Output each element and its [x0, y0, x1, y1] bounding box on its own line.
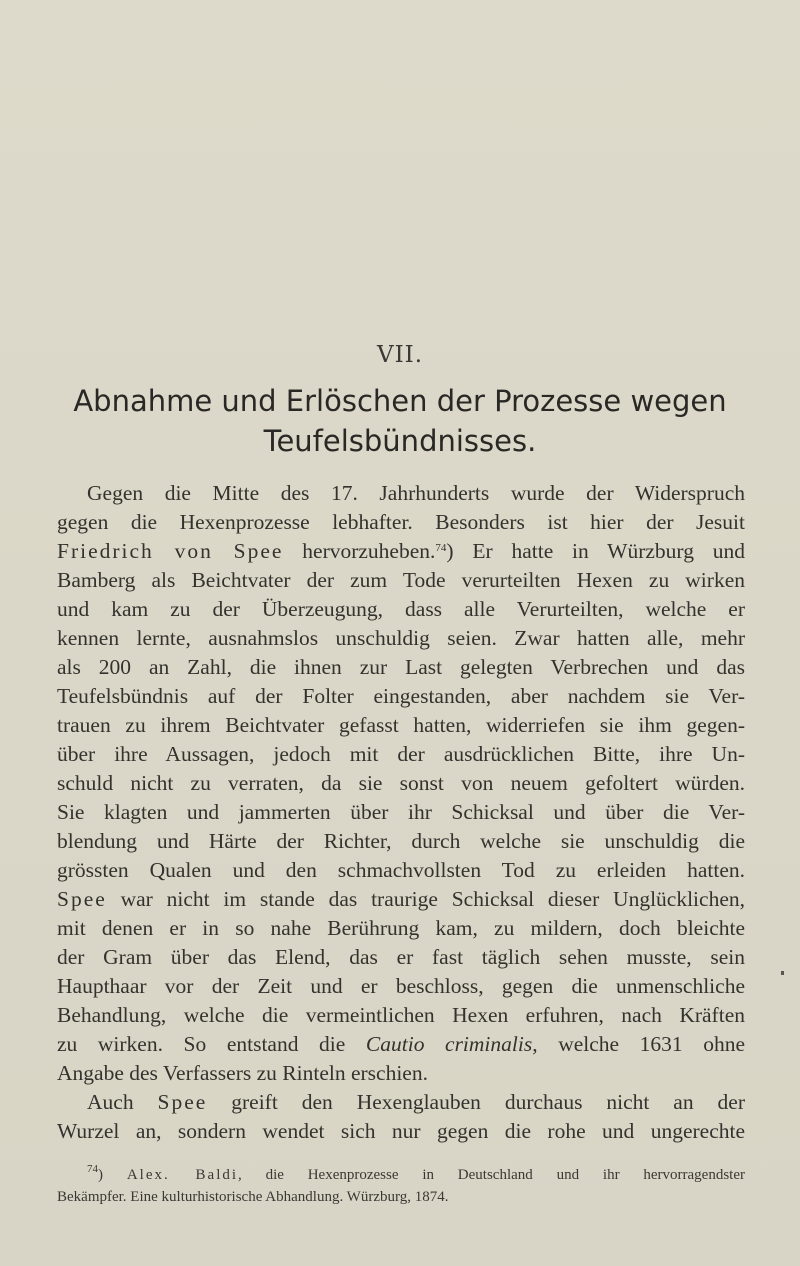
- chapter-title: [40, 381, 760, 461]
- person-name: Friedrich von Spee: [57, 539, 284, 563]
- text-line: Wurzel an, sondern wendet sich nur gegen die rohe und ungerechte: [57, 1119, 745, 1143]
- text-line: Bamberg als Beichtvater der zum Tode verurteilten Hexen zu wirken: [57, 568, 745, 592]
- person-name: Spee: [157, 1090, 208, 1114]
- footnote-ref: 74: [435, 542, 447, 554]
- text-span: war nicht im stande das traurige Schicksal dieser Unglücklichen,: [106, 887, 745, 911]
- text-line: [57, 885, 745, 914]
- text-line: schuld nicht zu verraten, da sie sonst von neuem gefoltert würden.: [57, 771, 745, 795]
- text-span: , die Hexenprozesse in Deutschland und ihr hervorragendster: [238, 1167, 745, 1183]
- text-line: Teufelsbündnis auf der Folter eingestanden, aber nachdem sie Ver-: [57, 684, 745, 708]
- text-span: , welche 1631 ohne: [532, 1032, 746, 1056]
- footnote-line: $^{74}$) Alex. Baldi, die Hexenprozesse in Deutschland und ihr hervorragendster: [87, 1163, 745, 1183]
- margin-speck: [781, 971, 784, 975]
- footnote-line: Bekämpfer. Eine kulturhistorische Abhandlung. Würzburg, 1874.: [57, 1189, 449, 1205]
- text-span: Auch: [87, 1090, 158, 1114]
- text-line: kennen lernte, ausnahmslos unschuldig seien. Zwar hatten alle, mehr: [57, 626, 745, 650]
- text-line: gegen die Hexenprozesse lebhafter. Besonders ist hier der Jesuit: [57, 510, 745, 534]
- chapter-title-line-1: Abnahme und Erlöschen der Prozesse wegen: [73, 384, 727, 418]
- text-line: der Gram über das Elend, das er fast täglich sehen musste, sein: [57, 945, 745, 969]
- text-line: grössten Qualen und den schmachvollsten Tod zu erleiden hatten.: [57, 858, 745, 882]
- text-line: [57, 1088, 745, 1117]
- text-line: über ihre Aussagen, jedoch mit der ausdrücklichen Bitte, ihre Un-: [57, 742, 745, 766]
- text-span: greift den Hexenglauben durchaus nicht an der: [207, 1090, 745, 1114]
- body-text: [57, 479, 745, 1146]
- chapter-number: VII.: [376, 342, 424, 368]
- footnote: [57, 1164, 745, 1208]
- text-line: blendung und Härte der Richter, durch welche sie unschuldig die: [57, 829, 745, 853]
- text-line: Angabe des Verfassers zu Rinteln erschien.: [57, 1061, 428, 1085]
- footnote-author: Alex. Baldi: [126, 1167, 239, 1183]
- footnote-number: 74: [87, 1163, 98, 1175]
- text-line: Haupthaar vor der Zeit und er beschloss, gegen die unmenschliche: [57, 974, 745, 998]
- chapter-title-line-2: Teufelsbündnisses.: [263, 424, 537, 458]
- text-line: mit denen er in so nahe Berührung kam, zu mildern, doch bleichte: [57, 916, 745, 940]
- text-line: trauen zu ihrem Beichtvater gefasst hatten, widerriefen sie ihm gegen-: [57, 713, 745, 737]
- text-span: zu wirken. So entstand die: [57, 1032, 366, 1056]
- text-span: ) Er hatte in Würzburg und: [446, 539, 745, 563]
- text-line: Gegen die Mitte des 17. Jahrhunderts wurde der Widerspruch: [87, 481, 745, 505]
- text-line: [57, 1030, 745, 1059]
- person-name: Spee: [57, 887, 107, 911]
- text-line: und kam zu der Überzeugung, dass alle Verurteilten, welche er: [57, 597, 745, 621]
- text-line: als 200 an Zahl, die ihnen zur Last gelegten Verbrechen und das: [57, 655, 745, 679]
- book-title: Cautio criminalis: [365, 1032, 533, 1056]
- text-line: Sie klagten und jammerten über ihr Schicksal und über die Ver-: [57, 800, 745, 824]
- text-span: hervorzuheben.: [283, 539, 436, 563]
- text-line: Behandlung, welche die vermeintlichen Hexen erfuhren, nach Kräften: [57, 1003, 745, 1027]
- text-line: [57, 537, 745, 566]
